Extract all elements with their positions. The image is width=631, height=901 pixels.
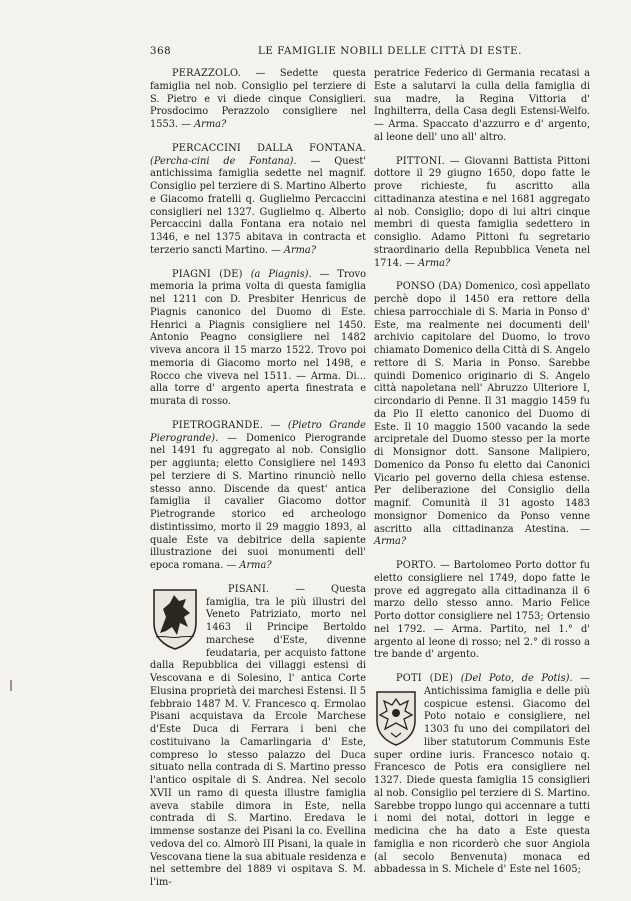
pisani-coat-of-arms-icon	[150, 587, 200, 651]
margin-mark	[10, 680, 12, 691]
poti-coat-of-arms-icon	[374, 689, 418, 747]
entry-text: peratrice Federico di Germania recatasi a Este a salutarvi la culla della famiglia di sua madre, la Regina Vittoria d' Inghilterra, della Casa degli Estensi-Welfo. — Arma. Spaccato d'azzurro e d' argento, al leone dell' uno all' altro.	[374, 68, 590, 143]
right-column	[374, 68, 590, 888]
entry-lemma: POTI (DE)	[396, 673, 454, 684]
entry-text: Domenico, così appellato perchè dopo il 1450 era rettore della chiesa parrocchiale di S. Maria in Ponso d' Este, ma realmente nei documenti dell' archivio capitolare del Duomo, lo trovo chiamato Domenico della Città di S. Angelo rettore di S. Maria in Ponso. Sarebbe quindi Domenico originario di S. Angelo città napoletana nell' Abruzzo Ulteriore I, circondario di Penne. Il 31 maggio 1459 fu da Pio II eletto canonico del Duomo di Este. Il 10 maggio 1500 vacando la sede arcipretale del Duomo stesso per la morte di Monsignor dott. Sansone Malipiero, Domenico da Ponso fu eletto dai Canonici Vicario pel governo della chiesa estense. Per deliberazione del Consiglio della magnif. Comunità il 31 agosto 1483 monsignor Domenico da Ponso venne ascritto alla cittadinanza Atestina.	[374, 281, 590, 535]
entry-porto	[374, 560, 590, 662]
entry-pittoni	[374, 156, 590, 271]
entry-percaccini	[150, 143, 366, 258]
entry-arma: — Arma?	[405, 257, 451, 269]
entry-poti	[374, 673, 590, 877]
running-title: LE FAMIGLIE NOBILI DELLE CITTÀ DI ESTE.	[258, 46, 523, 57]
entry-arma: — Arma?	[226, 560, 272, 571]
entry-arma: — Arma?	[270, 244, 317, 256]
page-number: 368	[150, 46, 172, 57]
entry-pisani	[150, 584, 366, 890]
entry-text: — Antichissima famiglia e delle più cospicue estensi. Giacomo del Poto notaio e consigliere, nel 1303 fu uno dei compilatori del liber statutorum Communis Este super ordine iuris. Francesco notaio q. Francesco de Potis era consigliere nel 1327. Diede questa famiglia 15 consiglieri al nob. Consiglio pel terziere di S. Martino. Sarebbe troppo lungo qui accennare a tutti i nomi dei notai, dottori in legge e medicina che ha dato a Este questa famiglia e non ricorderò che suor Angiola (al secolo Benvenuta) monaca ed abbadessa in S. Michele d' Este nel 1605;	[374, 673, 590, 876]
entry-lemma: PERAZZOLO.	[172, 68, 241, 79]
entry-lemma: PONSO (DA)	[396, 281, 462, 293]
entry-text: — Trovo memoria la prima volta di questa famiglia nel 1211 con D. Presbiter Henricus de Piagnis canonico del Duomo di Este. Henrici a Piagnis consigliere nel 1450. Antonio Peagno consigliere nel 1482 viveva ancora il 15 marzo 1522. Trovo poi memoria di Giacomo morto nel 1498, e Rocco che viveva nel 1511. — Arma. Di... alla torre d' argento aperta finestrata e murata di rosso.	[150, 268, 366, 407]
entry-arma: — Arma?	[181, 119, 227, 130]
entry-subtitle: (Percha-cini de Fontana).	[150, 155, 297, 167]
entry-pietrogrande	[150, 420, 366, 573]
entry-ponso	[374, 281, 590, 549]
entry-pisani-continued	[374, 68, 590, 145]
entry-perazzolo	[150, 68, 366, 132]
entry-subtitle: (a Piagnis).	[250, 268, 312, 280]
entry-arma: — Arma?	[374, 523, 590, 548]
entry-lemma: PERCACCINI DALLA FONTANA.	[172, 142, 366, 154]
entry-text: — Bartolomeo Porto dottor fu eletto consigliere nel 1749, dopo fatte le prove ed aggregato alla cittadinanza il 6 marzo dello stesso anno. Mario Felice Porto dottor consigliere nel 1753; Ortensio nel 1792. — Arma. Partito, nel 1.° d' argento al leone di rosso; nel 2.° di rosso a tre bande d' argento.	[374, 560, 590, 661]
entry-lemma: PORTO.	[396, 560, 437, 571]
entry-lemma: PIETROGRANDE.	[172, 419, 264, 431]
entry-lemma: PITTONI.	[396, 155, 445, 167]
entry-text: — Quest' antichissima famiglia sedette nel magnif. Consiglio pel terziere di S. Martino Alberto e Giacomo fratelli q. Guglielmo Percaccini consiglieri nel 1327. Guglielmo q. Alberto Percaccini dalla Fontana era notaio nel 1346, e nel 1375 abitava in contracta et terzerio sancti Martino.	[150, 155, 366, 256]
entry-subtitle: — (Pietro Grande Pierogrande).	[150, 419, 366, 444]
left-column	[150, 68, 366, 901]
entry-text: — Questa famiglia, tra le più illustri del Veneto Patriziato, morto nel 1463 il Principe Bertoldo marchese d'Este, divenne feudataria, per acquisto fattone dalla Repubblica dei villaggi estensi di Vescovana e di Solesino, l' antica Corte Elusina proprietà dei marchesi Estensi. Il 5 febbraio 1487 M. V. Francesco q. Ermolao Pisani acquistava da Ercole Marchese d'Este Duca di Ferrara i beni che costituivano la Camarlingaria d' Este, compreso lo stesso palazzo del Duca situato nella contrada di S. Martino presso l'antico ospitale di S. Andrea. Nel secolo XVII un ramo di questa illustre famiglia aveva stabile dimora in Este, nella contrada di S. Martino. Eredava le immense sostanze dei Pisani la co. Evellina vedova del co. Almorò III Pisani, la quale in Vescovana tiene la sua abituale residenza e nel settembre del 1889 vi ospitava S. M. l'im-	[150, 583, 366, 888]
entry-subtitle: (Del Poto, de Potis).	[460, 673, 573, 684]
entry-text: — Sedette questa famiglia nel nob. Consiglio pel terziere di S. Pietro e vi diede cinque Consiglieri. Prosdocimo Perazzolo consigliere nel 1553.	[150, 68, 366, 130]
entry-text: — Domenico Pierogrande nel 1491 fu aggregato al nob. Consiglio per aggiunta; eletto Consigliere nel 1493 pel terziere di S. Martino rinunciò nello stesso anno. Discende da quest' antica famiglia il cavalier Giacomo dottor Pietrogrande storico ed archeologo distintissimo, morto il 29 maggio 1893, al quale Este va debitrice della sapiente illustrazione dei suoi monumenti dell' epoca romana.	[150, 432, 366, 571]
entry-text: — Giovanni Battista Pittoni dottore il 29 giugno 1650, dopo fatte le prove richieste, fu ascritto alla cittadinanza atestina e nel 1681 aggregato al nob. Consiglio; dopo di lui altri cinque membri di questa famiglia sedettero in consiglio. Adamo Pittoni fu segretario straordinario della Repubblica Veneta nel 1714.	[374, 155, 590, 269]
entry-lemma: PISANI.	[228, 583, 270, 595]
entry-piagni	[150, 269, 366, 409]
entry-lemma: PIAGNI (DE)	[172, 268, 243, 280]
